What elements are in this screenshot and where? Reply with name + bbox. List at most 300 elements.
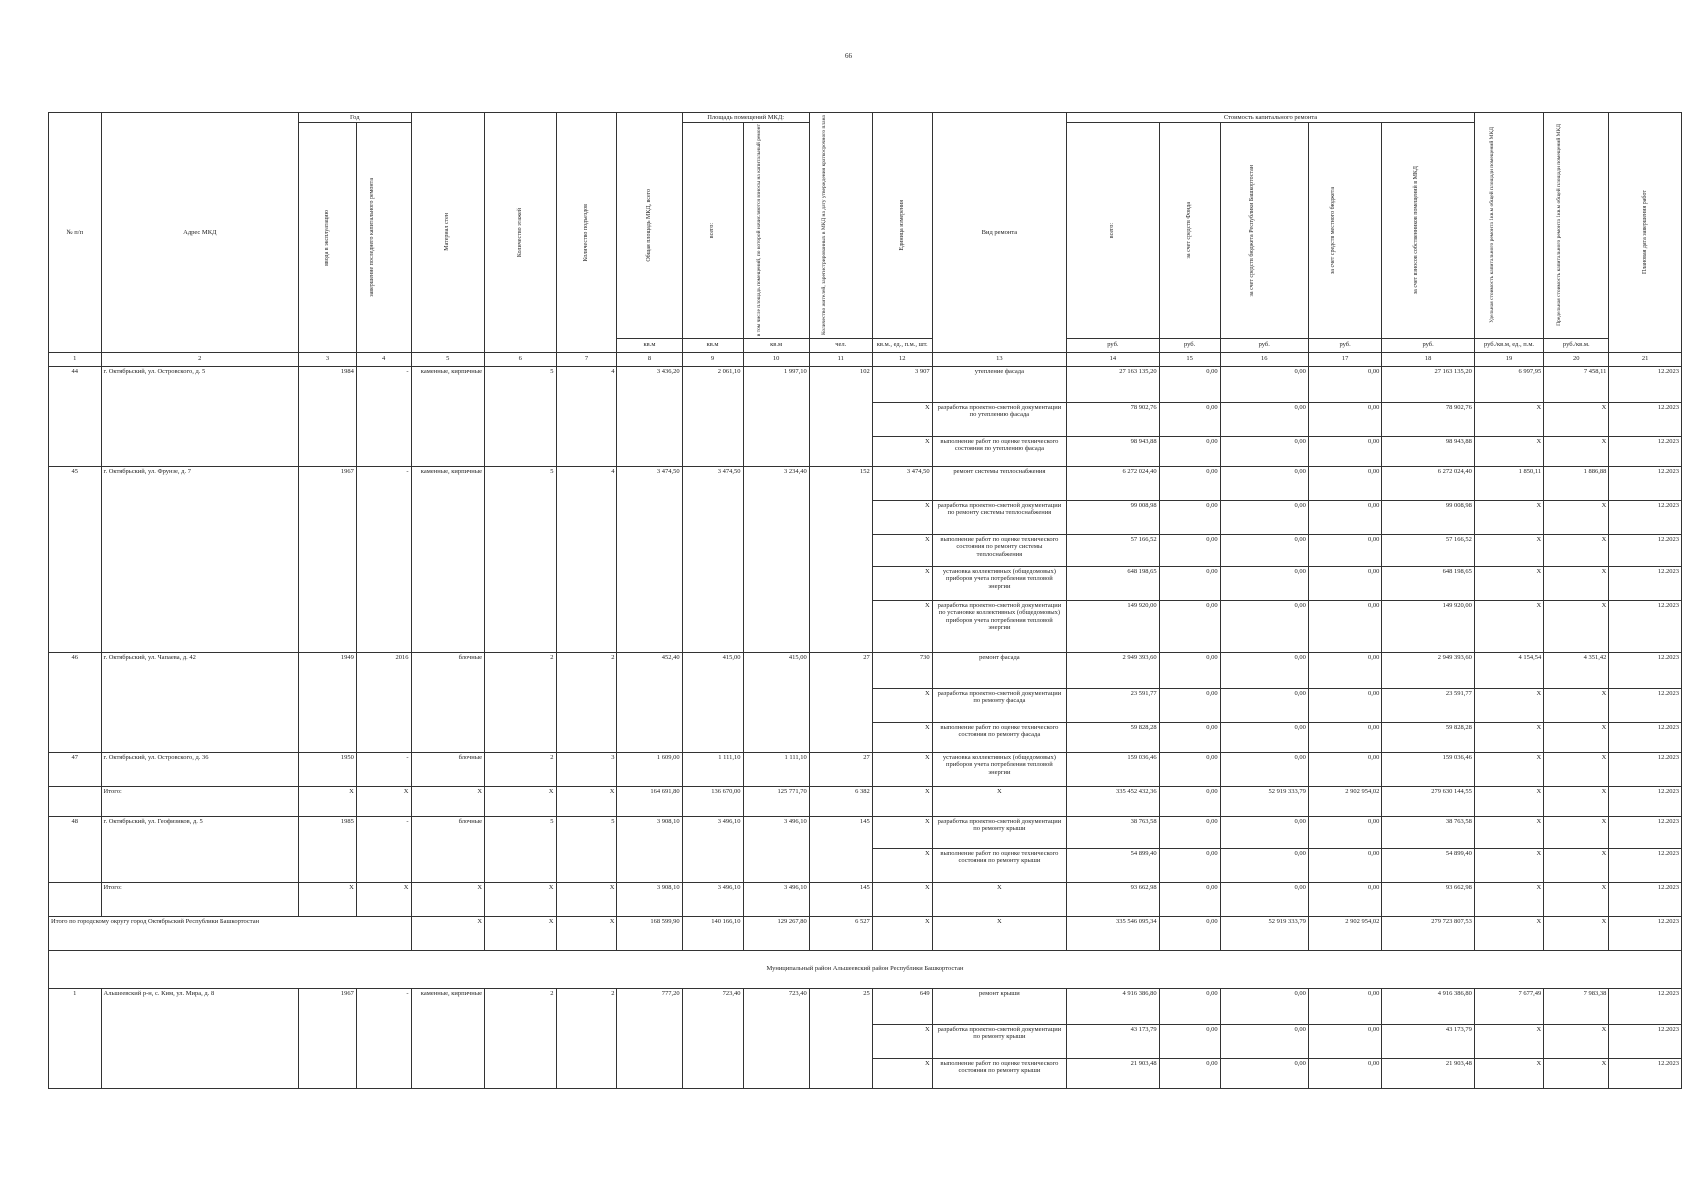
work-cost-republic: 0,00 [1220,722,1308,752]
total-f: 0,00 [1159,916,1220,950]
row-premises-paying: 723,40 [743,988,809,1088]
work-cost-local: 0,00 [1308,752,1382,786]
table-body [49,366,1682,1088]
total-num [49,882,102,916]
row-entrances: 4 [556,366,617,466]
work-cost-total: 98 943,88 [1067,436,1159,466]
total-en: X [556,916,617,950]
header-cost-owners: за счет взносов собственников помещений в МКД [1382,123,1474,338]
row-number: 45 [49,466,102,652]
row-residents: 25 [809,988,872,1088]
work-cost-owners: 2 949 393,60 [1382,652,1474,688]
total-ta: 164 691,80 [617,786,682,816]
work-cost-fund: 0,00 [1159,566,1220,600]
work-cost-total: 27 163 135,20 [1067,366,1159,402]
row-total-area: 3 908,10 [617,816,682,882]
row-number: 1 [49,988,102,1088]
unit-rub: руб. [1067,338,1159,352]
column-number: 6 [485,352,556,366]
header-year-last: завершение последнего капитального ремонта [356,123,411,352]
header-address: Адрес МКД [101,113,299,353]
column-number: 7 [556,352,617,366]
total-mc: X [1544,916,1609,950]
row-floors: 5 [485,466,556,652]
work-cost-owners: 98 943,88 [1382,436,1474,466]
work-type: разработка проектно-сметной документации по ремонту системы теплоснабжения [932,500,1067,534]
work-cost-total: 78 902,76 [1067,402,1159,436]
header-num: № п/п [49,113,102,353]
page-number: 66 [845,52,852,60]
work-date: 12.2023 [1609,652,1682,688]
work-cost-total: 6 272 024,40 [1067,466,1159,500]
row-number: 47 [49,752,102,786]
table-row [49,988,1682,1024]
row-entrances: 3 [556,752,617,786]
work-cost-republic: 0,00 [1220,1058,1308,1088]
work-cost-republic: 0,00 [1220,500,1308,534]
total-row [49,882,1682,916]
work-cost-owners: 54 899,40 [1382,848,1474,882]
column-number: 16 [1220,352,1308,366]
work-cost-local: 0,00 [1308,566,1382,600]
work-cost-fund: 0,00 [1159,816,1220,848]
work-unit-cost: X [1474,534,1543,566]
column-number: 10 [743,352,809,366]
header-max-cost: Предельная стоимость капитального ремонта 1кв.м общей площади помещений МКД [1544,113,1609,339]
work-date: 12.2023 [1609,500,1682,534]
work-cost-local: 0,00 [1308,466,1382,500]
row-year-commission: 1967 [299,466,357,652]
work-type: ремонт системы теплоснабжения [932,466,1067,500]
column-number: 4 [356,352,411,366]
work-date: 12.2023 [1609,1024,1682,1058]
total-year-last: X [356,882,411,916]
work-cost-local: 0,00 [1308,436,1382,466]
row-floors: 2 [485,652,556,752]
total-mc: X [1544,786,1609,816]
row-premises-paying: 1 111,10 [743,752,809,786]
unit-rub: руб. [1382,338,1474,352]
work-max-cost: 1 886,88 [1544,466,1609,500]
total-num [49,786,102,816]
header-unit: Единица измерения [872,113,932,339]
work-cost-local: 0,00 [1308,816,1382,848]
work-unit-cost: X [1474,566,1543,600]
work-cost-local: 0,00 [1308,688,1382,722]
work-max-cost: 4 351,42 [1544,652,1609,688]
work-unit-cost: X [1474,600,1543,652]
work-cost-owners: 4 916 386,80 [1382,988,1474,1024]
work-cost-republic: 0,00 [1220,600,1308,652]
header-residents: Количество жителей, зарегистрированных в МКД на дату утверждения краткосрочного плана [809,113,872,339]
total-year-commission: X [299,882,357,916]
column-number: 20 [1544,352,1609,366]
row-year-last: - [356,466,411,652]
work-cost-local: 0,00 [1308,1058,1382,1088]
total-lb: 2 902 954,02 [1308,916,1382,950]
work-type: выполнение работ по оценке технического состояния по ремонту системы теплоснабжения [932,534,1067,566]
work-cost-republic: 0,00 [1220,652,1308,688]
work-cost-local: 0,00 [1308,1024,1382,1058]
total-uc: X [1474,916,1543,950]
work-cost-republic: 0,00 [1220,1024,1308,1058]
work-cost-owners: 27 163 135,20 [1382,366,1474,402]
header-unit-cost: Удельная стоимость капитального ремонта 1кв.м общей площади помещений МКД [1474,113,1543,339]
work-type: разработка проектно-сметной документации по ремонту крыши [932,816,1067,848]
header-cost-republic: за счет средств бюджета Республики Башкортостан [1220,123,1308,338]
work-cost-owners: 99 008,98 [1382,500,1474,534]
header-cost-fund: за счет средств Фонда [1159,123,1220,338]
column-number: 12 [872,352,932,366]
total-uc: X [1474,786,1543,816]
row-residents: 145 [809,816,872,882]
work-unit-cost: X [1474,402,1543,436]
column-number: 3 [299,352,357,366]
row-year-last: - [356,366,411,466]
total-f: 0,00 [1159,786,1220,816]
header-year-commission: ввода в эксплуатацию [299,123,357,352]
work-unit: X [872,534,932,566]
row-residents: 27 [809,752,872,786]
column-number: 14 [1067,352,1159,366]
work-date: 12.2023 [1609,534,1682,566]
total-pt: 3 496,10 [682,882,743,916]
header-entrances: Количество подъездов [556,113,617,353]
work-cost-total: 57 166,52 [1067,534,1159,566]
unit-rub-per-m: руб./кв.м, ед., п.м. [1474,338,1543,352]
work-cost-owners: 6 272 024,40 [1382,466,1474,500]
unit-rub: руб. [1308,338,1382,352]
work-unit-cost: X [1474,816,1543,848]
unit-rub-per-sqm: руб./кв.м. [1544,338,1609,352]
total-u: X [872,786,932,816]
work-type: установка коллективных (общедомовых) приборов учета потребления тепловой энергии [932,566,1067,600]
row-year-commission: 1967 [299,988,357,1088]
row-material: блочные [411,816,485,882]
work-unit-cost: X [1474,848,1543,882]
work-cost-fund: 0,00 [1159,1058,1220,1088]
header-year: Год [299,113,411,123]
row-year-commission: 1985 [299,816,357,882]
section-title: Муниципальный район Альшеевский район Республики Башкортостан [49,950,1682,988]
work-cost-fund: 0,00 [1159,500,1220,534]
work-max-cost: X [1544,848,1609,882]
row-total-area: 1 609,00 [617,752,682,786]
work-cost-fund: 0,00 [1159,600,1220,652]
total-d: 12.2023 [1609,916,1682,950]
header-material: Материал стен [411,113,485,353]
work-unit: X [872,436,932,466]
work-type: выполнение работ по оценке технического состояния по ремонту крыши [932,848,1067,882]
row-floors: 5 [485,366,556,466]
work-date: 12.2023 [1609,722,1682,752]
grand-total-row [49,916,1682,950]
work-cost-fund: 0,00 [1159,688,1220,722]
row-address: г. Октябрьский, ул. Островского, д. 36 [101,752,299,786]
work-cost-fund: 0,00 [1159,988,1220,1024]
work-unit-cost: 6 997,95 [1474,366,1543,402]
row-year-last: 2016 [356,652,411,752]
work-unit: X [872,500,932,534]
total-ow: 93 662,98 [1382,882,1474,916]
work-cost-fund: 0,00 [1159,848,1220,882]
work-unit: X [872,600,932,652]
total-fl: X [485,786,556,816]
unit-area: кв.м [617,338,682,352]
work-cost-fund: 0,00 [1159,1024,1220,1058]
work-cost-owners: 21 903,48 [1382,1058,1474,1088]
work-type: ремонт крыши [932,988,1067,1024]
work-cost-total: 159 036,46 [1067,752,1159,786]
work-max-cost: X [1544,500,1609,534]
row-year-last: - [356,988,411,1088]
work-unit-cost: X [1474,1024,1543,1058]
row-residents: 152 [809,466,872,652]
total-year-last: X [356,786,411,816]
work-cost-republic: 0,00 [1220,366,1308,402]
work-max-cost: 7 458,11 [1544,366,1609,402]
section-row [49,950,1682,988]
work-cost-republic: 0,00 [1220,752,1308,786]
work-cost-total: 21 903,48 [1067,1058,1159,1088]
work-type: выполнение работ по оценке технического состояния по утеплению фасада [932,436,1067,466]
total-res: 6 382 [809,786,872,816]
total-fl: X [485,882,556,916]
total-c: 335 546 095,34 [1067,916,1159,950]
work-cost-total: 54 899,40 [1067,848,1159,882]
work-unit: X [872,752,932,786]
work-max-cost: 7 983,38 [1544,988,1609,1024]
row-material: каменные, кирпичные [411,988,485,1088]
work-cost-owners: 149 920,00 [1382,600,1474,652]
unit-area: кв.м [743,338,809,352]
table-row [49,466,1682,500]
row-entrances: 5 [556,816,617,882]
work-cost-fund: 0,00 [1159,534,1220,566]
work-date: 12.2023 [1609,436,1682,466]
row-year-commission: 1984 [299,366,357,466]
work-cost-republic: 0,00 [1220,688,1308,722]
work-date: 12.2023 [1609,1058,1682,1088]
work-cost-local: 0,00 [1308,500,1382,534]
row-entrances: 4 [556,466,617,652]
total-year-commission: X [299,786,357,816]
work-type: разработка проектно-сметной документации по утеплению фасада [932,402,1067,436]
column-number: 9 [682,352,743,366]
total-en: X [556,882,617,916]
total-rb: 52 919 333,79 [1220,786,1308,816]
work-date: 12.2023 [1609,752,1682,786]
column-number: 1 [49,352,102,366]
work-cost-fund: 0,00 [1159,366,1220,402]
capital-repair-table [48,112,1682,1089]
work-cost-republic: 0,00 [1220,848,1308,882]
header-premises: Площадь помещений МКД: [682,113,809,123]
row-material: каменные, кирпичные [411,366,485,466]
header-repair-type: Вид ремонта [932,113,1067,353]
header-cost-total: всего: [1067,123,1159,338]
row-entrances: 2 [556,988,617,1088]
row-year-commission: 1949 [299,652,357,752]
work-unit: X [872,848,932,882]
header-planned-date: Плановая дата завершения работ [1609,113,1682,353]
work-cost-owners: 43 173,79 [1382,1024,1474,1058]
work-type: выполнение работ по оценке технического состояния по ремонту крыши [932,1058,1067,1088]
work-unit-cost: X [1474,752,1543,786]
header-cost: Стоимость капитального ремонта [1067,113,1475,123]
work-max-cost: X [1544,688,1609,722]
row-premises-total: 723,40 [682,988,743,1088]
column-number: 13 [932,352,1067,366]
total-mat: X [411,786,485,816]
work-cost-total: 59 828,28 [1067,722,1159,752]
column-number: 18 [1382,352,1474,366]
work-max-cost: X [1544,1058,1609,1088]
work-unit-cost: 1 850,11 [1474,466,1543,500]
work-cost-total: 99 008,98 [1067,500,1159,534]
work-unit-cost: 4 154,54 [1474,652,1543,688]
row-year-last: - [356,752,411,786]
work-type: выполнение работ по оценке технического состояния по ремонту фасада [932,722,1067,752]
header-cost-local: за счет средств местного бюджета [1308,123,1382,338]
total-mat: X [411,882,485,916]
row-number: 46 [49,652,102,752]
work-unit-cost: X [1474,688,1543,722]
total-mat: X [411,916,485,950]
work-cost-fund: 0,00 [1159,466,1220,500]
work-max-cost: X [1544,566,1609,600]
total-t: X [932,786,1067,816]
total-rb: 0,00 [1220,882,1308,916]
row-premises-total: 3 496,10 [682,816,743,882]
work-cost-owners: 159 036,46 [1382,752,1474,786]
work-cost-fund: 0,00 [1159,752,1220,786]
work-unit: 3 907 [872,366,932,402]
row-floors: 2 [485,988,556,1088]
table-row [49,752,1682,786]
row-entrances: 2 [556,652,617,752]
row-material: блочные [411,652,485,752]
work-cost-republic: 0,00 [1220,436,1308,466]
total-d: 12.2023 [1609,786,1682,816]
work-cost-republic: 0,00 [1220,402,1308,436]
work-cost-total: 38 763,58 [1067,816,1159,848]
work-unit-cost: 7 677,49 [1474,988,1543,1024]
column-number: 15 [1159,352,1220,366]
total-pp: 125 771,70 [743,786,809,816]
total-lb: 2 902 954,02 [1308,786,1382,816]
work-cost-republic: 0,00 [1220,534,1308,566]
work-cost-fund: 0,00 [1159,436,1220,466]
work-cost-owners: 59 828,28 [1382,722,1474,752]
total-ow: 279 630 144,55 [1382,786,1474,816]
unit-persons: чел. [809,338,872,352]
work-cost-local: 0,00 [1308,652,1382,688]
row-year-last: - [356,816,411,882]
row-premises-total: 415,00 [682,652,743,752]
row-year-commission: 1950 [299,752,357,786]
work-unit: X [872,816,932,848]
work-unit-cost: X [1474,436,1543,466]
column-number: 8 [617,352,682,366]
work-cost-republic: 0,00 [1220,816,1308,848]
work-unit: X [872,688,932,722]
row-premises-total: 1 111,10 [682,752,743,786]
total-fl: X [485,916,556,950]
work-date: 12.2023 [1609,688,1682,722]
work-type: установка коллективных (общедомовых) приборов учета потребления тепловой энергии [932,752,1067,786]
work-cost-total: 2 949 393,60 [1067,652,1159,688]
work-date: 12.2023 [1609,366,1682,402]
column-number: 17 [1308,352,1382,366]
total-lb: 0,00 [1308,882,1382,916]
row-address: г. Октябрьский, ул. Чапаева, д. 42 [101,652,299,752]
work-cost-total: 43 173,79 [1067,1024,1159,1058]
work-cost-fund: 0,00 [1159,652,1220,688]
work-date: 12.2023 [1609,816,1682,848]
work-cost-total: 4 916 386,80 [1067,988,1159,1024]
row-premises-paying: 1 997,10 [743,366,809,466]
work-cost-owners: 57 166,52 [1382,534,1474,566]
work-date: 12.2023 [1609,466,1682,500]
row-floors: 2 [485,752,556,786]
work-unit: X [872,1024,932,1058]
row-total-area: 777,20 [617,988,682,1088]
total-res: 6 527 [809,916,872,950]
total-uc: X [1474,882,1543,916]
work-max-cost: X [1544,402,1609,436]
work-cost-total: 149 920,00 [1067,600,1159,652]
total-ta: 3 908,10 [617,882,682,916]
row-premises-paying: 3 496,10 [743,816,809,882]
row-floors: 5 [485,816,556,882]
work-type: разработка проектно-сметной документации по установке коллективных (общедомовых) приборов учета потребления тепловой энергии [932,600,1067,652]
total-ta: 168 599,90 [617,916,682,950]
total-pp: 129 267,80 [743,916,809,950]
total-u: X [872,916,932,950]
total-u: X [872,882,932,916]
work-cost-local: 0,00 [1308,366,1382,402]
work-type: разработка проектно-сметной документации по ремонту крыши [932,1024,1067,1058]
work-cost-total: 23 591,77 [1067,688,1159,722]
column-number: 2 [101,352,299,366]
work-date: 12.2023 [1609,402,1682,436]
total-pp: 3 496,10 [743,882,809,916]
work-date: 12.2023 [1609,600,1682,652]
work-cost-owners: 38 763,58 [1382,816,1474,848]
work-cost-local: 0,00 [1308,988,1382,1024]
row-premises-total: 2 061,10 [682,366,743,466]
unit-rub: руб. [1220,338,1308,352]
work-unit: 649 [872,988,932,1024]
work-max-cost: X [1544,816,1609,848]
work-unit: 730 [872,652,932,688]
work-cost-republic: 0,00 [1220,566,1308,600]
header-premises-paying: в том числе площадь помещений, по которой начисляются взносы на капитальный ремонт [743,123,809,338]
table-row [49,816,1682,848]
row-address: г. Октябрьский, ул. Геофизиков, д. 5 [101,816,299,882]
total-pt: 136 670,00 [682,786,743,816]
work-cost-republic: 0,00 [1220,988,1308,1024]
work-cost-local: 0,00 [1308,534,1382,566]
row-premises-paying: 415,00 [743,652,809,752]
total-t: X [932,916,1067,950]
row-address: г. Октябрьский, ул. Островского, д. 5 [101,366,299,466]
unit-measure: кв.м., ед., п.м., шт. [872,338,932,352]
total-pt: 140 166,10 [682,916,743,950]
total-label: Итого: [101,882,299,916]
work-cost-republic: 0,00 [1220,466,1308,500]
